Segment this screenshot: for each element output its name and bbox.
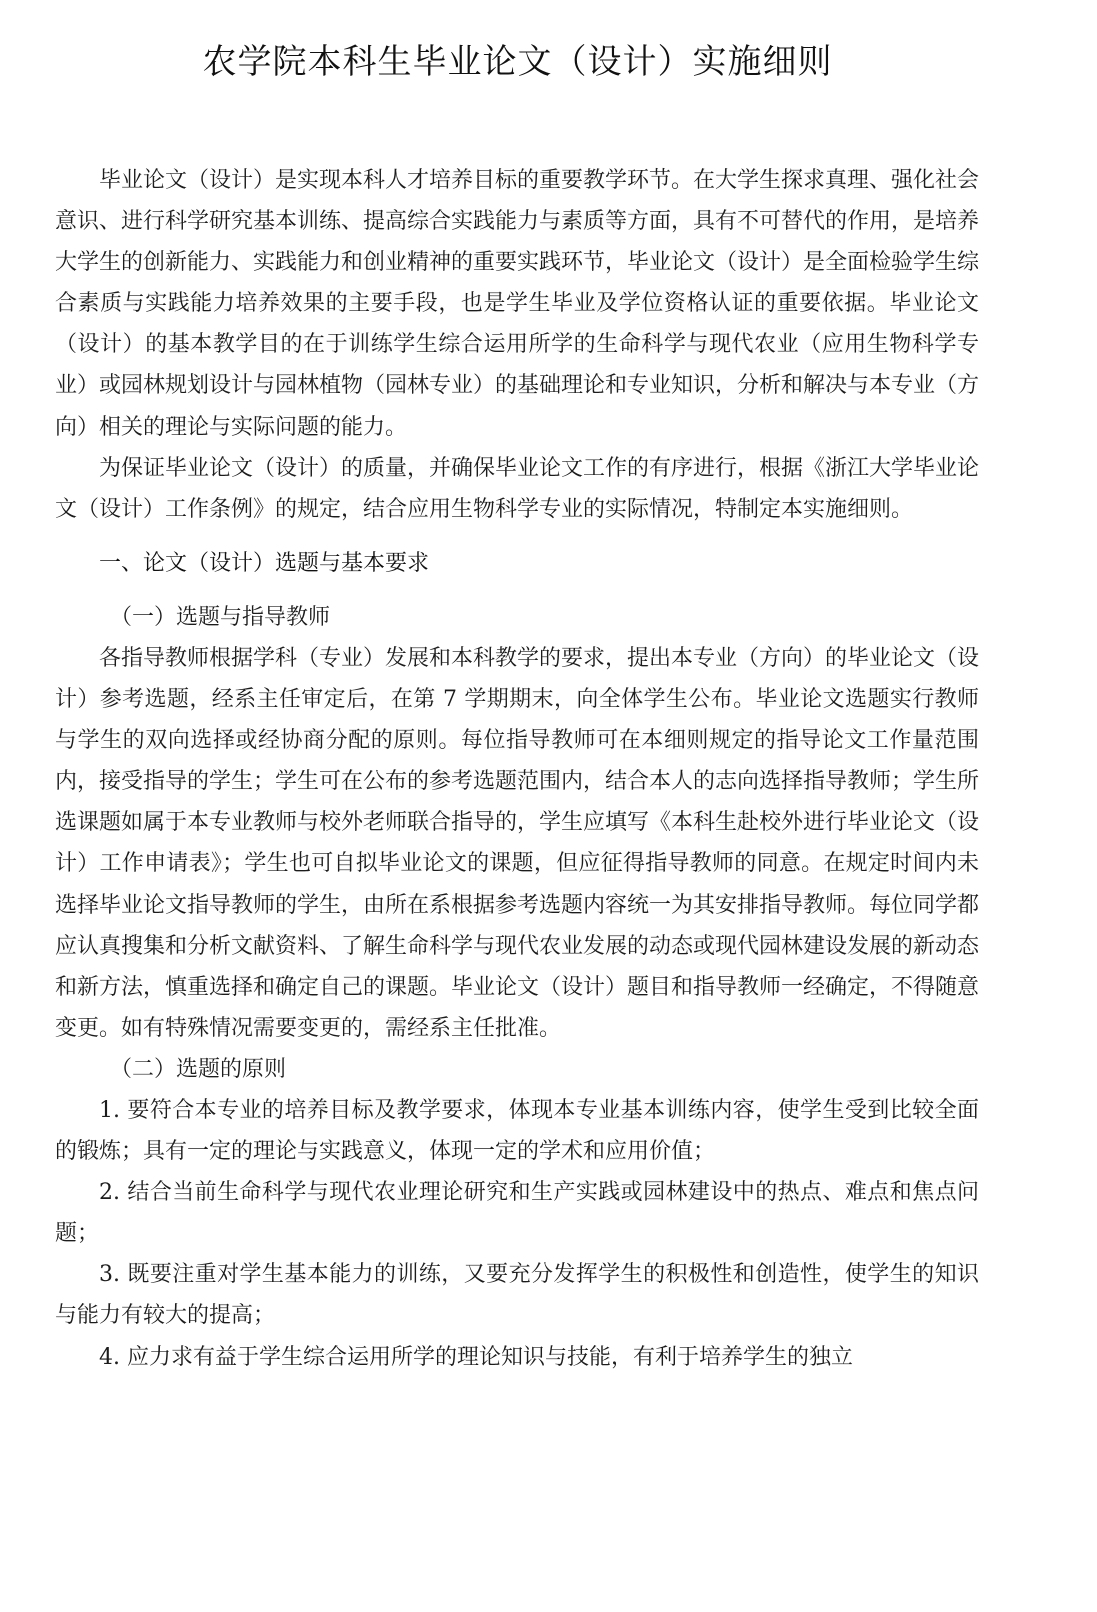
intro-paragraph-2: 为保证毕业论文（设计）的质量，并确保毕业论文工作的有序进行，根据《浙江大学毕业论文（设计）工作条例》的规定，结合应用生物科学专业的实际情况，特制定本实施细则。 — [55, 455, 980, 522]
subsection-2-heading: （二）选题的原则 — [110, 1056, 287, 1082]
principle-item-4: 4. 应力求有益于学生综合运用所学的理论知识与技能，有利于培养学生的独立 — [99, 1344, 853, 1370]
principle-item-2: 2. 结合当前生命科学与现代农业理论研究和生产实践或园林建设中的热点、难点和焦点问题； — [55, 1180, 979, 1247]
document-title: 农学院本科生毕业论文（设计）实施细则 — [202, 42, 833, 82]
principle-item-1: 1. 要符合本专业的培养目标及教学要求，体现本专业基本训练内容，使学生受到比较全面的锻炼；具有一定的理论与实践意义，体现一定的学术和应用价值； — [55, 1097, 979, 1165]
intro-paragraph-1: 毕业论文（设计）是实现本科人才培养目标的重要教学环节。在大学生探求真理、强化社会意识、进行科学研究基本训练、提高综合实践能力与素质等方面，具有不可替代的作用，是培养大学生的创新能力、实践能力和创业精神的重要实践环节，毕业论文（设计）是全面检验学生综合素质与实践能力培养效果的主要手段，也是学生毕业及学位资格认证的重要依据。毕业论文（设计）的基本教学目的在于训练学生综合运用所学的生命科学与现代农业（应用生物科学专业）或园林规划设计与园林植物（园林专业）的基础理论和专业知识，分析和解决与本专业（方向）相关的理论与实际问题的能力。 — [55, 168, 980, 440]
document-body — [55, 160, 979, 1378]
subsection-1-heading: （一）选题与指导教师 — [110, 604, 331, 630]
subsection-1-paragraph: 各指导教师根据学科（专业）发展和本科教学的要求，提出本专业（方向）的毕业论文（设计）参考选题，经系主任审定后，在第 7 学期期末，向全体学生公布。毕业论文选题实行教师与学生的双向选择或经协商分配的原则。每位指导教师可在本细则规定的指导论文工作量范围内，接受指导的学生；学生可在公布的参考选题范围内，结合本人的志向选择指导教师；学生所选课题如属于本专业教师与校外老师联合指导的，学生应填写《本科生赴校外进行毕业论文（设计）工作申请表》；学生也可自拟毕业论文的课题，但应征得指导教师的同意。在规定时间内未选择毕业论文指导教师的学生，由所在系根据参考选题内容统一为其安排指导教师。每位同学都应认真搜集和分析文献资料、了解生命科学与现代农业发展的动态或现代园林建设发展的新动态和新方法，慎重选择和确定自己的课题。毕业论文（设计）题目和指导教师一经确定，不得随意变更。如有特殊情况需要变更的，需经系主任批准。 — [55, 645, 980, 1041]
principle-item-3: 3. 既要注重对学生基本能力的训练，又要充分发挥学生的积极性和创造性，使学生的知识与能力有较大的提高； — [55, 1262, 979, 1329]
section-1-heading: 一、论文（设计）选题与基本要求 — [99, 550, 430, 576]
